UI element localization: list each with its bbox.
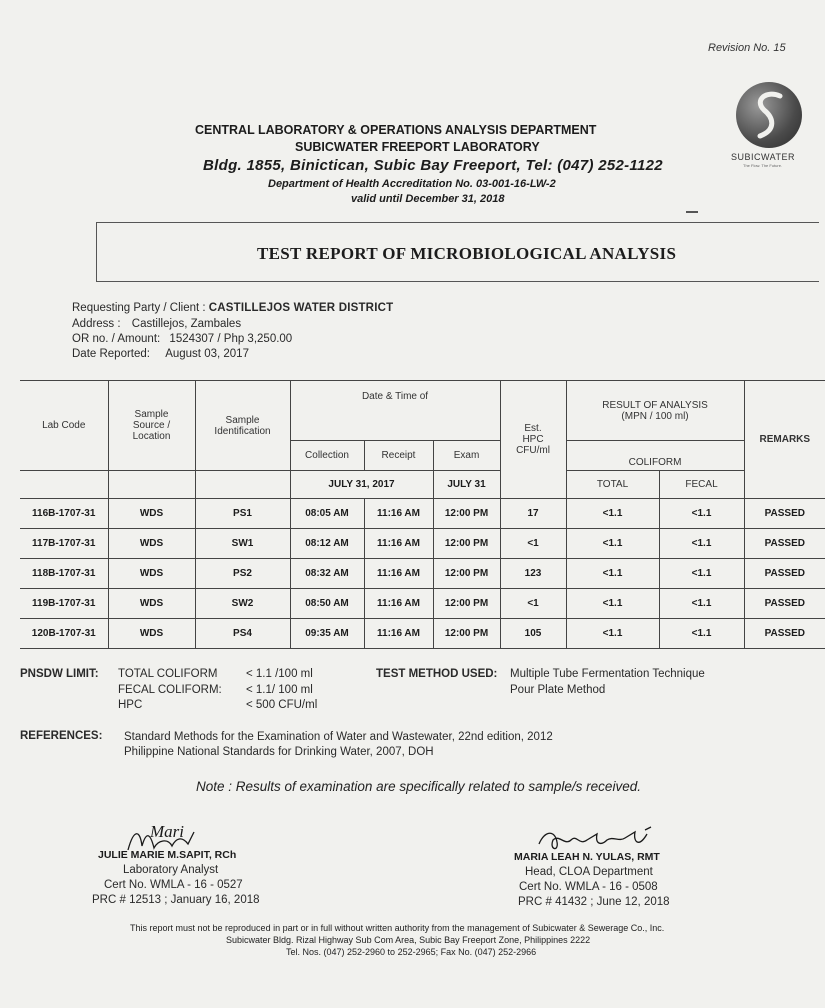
- header-total: TOTAL: [566, 471, 659, 499]
- results-table: [20, 380, 825, 649]
- cell-total-coliform: <1.1: [566, 559, 659, 589]
- header-coliform: COLIFORM: [566, 441, 744, 471]
- cell-lab-code: 118B-1707-31: [20, 559, 108, 589]
- address-row: [72, 318, 241, 330]
- report-title: TEST REPORT OF MICROBIOLOGICAL ANALYSIS: [257, 244, 677, 263]
- right-signatory-prc: PRC # 41432 ; June 12, 2018: [518, 896, 670, 908]
- right-signatory-cert: Cert No. WMLA - 16 - 0508: [519, 881, 658, 893]
- stray-mark: [686, 211, 698, 213]
- total-coliform-limit: < 1.1 /100 ml: [246, 668, 313, 680]
- cell-lab-code: 119B-1707-31: [20, 589, 108, 619]
- cell-lab-code: 120B-1707-31: [20, 619, 108, 649]
- cell-source: WDS: [108, 499, 195, 529]
- cell-collection: 08:05 AM: [290, 499, 364, 529]
- client-row: [72, 302, 393, 314]
- header-lab-code: Lab Code: [20, 381, 108, 471]
- cell-exam: 12:00 PM: [433, 589, 500, 619]
- table-row: [20, 499, 825, 529]
- note-text: Note : Results of examination are specifically related to sample/s received.: [196, 779, 641, 794]
- cell-source: WDS: [108, 559, 195, 589]
- left-signatory-cert: Cert No. WMLA - 16 - 0527: [104, 879, 243, 891]
- cell-fecal-coliform: <1.1: [659, 499, 744, 529]
- or-row: [72, 333, 292, 345]
- left-signatory-prc: PRC # 12513 ; January 16, 2018: [92, 894, 260, 906]
- cell-source: WDS: [108, 619, 195, 649]
- cell-hpc: <1: [500, 589, 566, 619]
- right-signatory-name: MARIA LEAH N. YULAS, RMT: [514, 851, 660, 863]
- cell-exam: 12:00 PM: [433, 529, 500, 559]
- reference-1: Standard Methods for the Examination of Water and Wastewater, 22nd edition, 2012: [124, 731, 553, 743]
- cell-exam: 12:00 PM: [433, 619, 500, 649]
- cell-hpc: 105: [500, 619, 566, 649]
- date-reported-value: August 03, 2017: [165, 348, 249, 360]
- table-row: [20, 529, 825, 559]
- cell-remarks: PASSED: [744, 619, 825, 649]
- reference-2: Philippine National Standards for Drinking Water, 2007, DOH: [124, 746, 434, 758]
- cell-collection: 08:12 AM: [290, 529, 364, 559]
- cell-remarks: PASSED: [744, 559, 825, 589]
- laboratory-name: SUBICWATER FREEPORT LABORATORY: [295, 140, 540, 154]
- revision-number: Revision No. 15: [708, 42, 786, 54]
- references-label: REFERENCES:: [20, 730, 103, 742]
- header-sample-source: Sample Source / Location: [108, 381, 195, 471]
- cell-fecal-coliform: <1.1: [659, 559, 744, 589]
- date-reported-label: Date Reported:: [72, 348, 150, 360]
- cell-collection: 08:50 AM: [290, 589, 364, 619]
- cell-receipt: 11:16 AM: [364, 619, 433, 649]
- cell-fecal-coliform: <1.1: [659, 529, 744, 559]
- address-label: Address :: [72, 318, 121, 330]
- cell-collection: 08:32 AM: [290, 559, 364, 589]
- left-signatory-title: Laboratory Analyst: [123, 864, 219, 876]
- cell-identification: SW2: [195, 589, 290, 619]
- header-est-hpc: Est. HPC CFU/ml: [500, 381, 566, 499]
- header-sample-identification: Sample Identification: [195, 381, 290, 471]
- fecal-coliform-limit: < 1.1/ 100 ml: [246, 684, 313, 696]
- client-value: CASTILLEJOS WATER DISTRICT: [208, 302, 394, 314]
- right-signatory-title: Head, CLOA Department: [525, 866, 653, 878]
- date-exam: JULY 31: [433, 471, 500, 499]
- cell-hpc: <1: [500, 529, 566, 559]
- header-date-time: Date & Time of: [290, 381, 500, 441]
- cell-exam: 12:00 PM: [433, 499, 500, 529]
- laboratory-address: Bldg. 1855, Binictican, Subic Bay Freeport, Tel: (047) 252-1122: [203, 157, 663, 174]
- cell-identification: SW1: [195, 529, 290, 559]
- table-row: [20, 619, 825, 649]
- header-fecal: FECAL: [659, 471, 744, 499]
- cell-total-coliform: <1.1: [566, 619, 659, 649]
- header-result-of-analysis: RESULT OF ANALYSIS (MPN / 100 ml): [566, 381, 744, 441]
- header-collection: Collection: [290, 441, 364, 471]
- cell-lab-code: 116B-1707-31: [20, 499, 108, 529]
- address-value: Castillejos, Zambales: [131, 318, 242, 330]
- cell-source: WDS: [108, 589, 195, 619]
- cell-identification: PS4: [195, 619, 290, 649]
- accreditation-number: Department of Health Accreditation No. 03-001-16-LW-2: [268, 178, 556, 190]
- logo-tagline: The Flow. The Future.: [743, 163, 783, 168]
- cell-fecal-coliform: <1.1: [659, 619, 744, 649]
- logo-text: SUBICWATER: [731, 152, 796, 162]
- left-signatory-name: JULIE MARIE M.SAPIT, RCh: [98, 849, 237, 861]
- cell-hpc: 123: [500, 559, 566, 589]
- fecal-coliform-label: FECAL COLIFORM:: [118, 684, 222, 696]
- department-name: CENTRAL LABORATORY & OPERATIONS ANALYSIS DEPARTMENT: [195, 123, 597, 137]
- test-method-2: Pour Plate Method: [510, 684, 606, 696]
- cell-remarks: PASSED: [744, 499, 825, 529]
- cell-total-coliform: <1.1: [566, 499, 659, 529]
- or-label: OR no. / Amount:: [72, 333, 161, 345]
- cell-identification: PS1: [195, 499, 290, 529]
- cell-collection: 09:35 AM: [290, 619, 364, 649]
- cell-lab-code: 117B-1707-31: [20, 529, 108, 559]
- cell-remarks: PASSED: [744, 589, 825, 619]
- cell-hpc: 17: [500, 499, 566, 529]
- cell-identification: PS2: [195, 559, 290, 589]
- cell-receipt: 11:16 AM: [364, 499, 433, 529]
- hpc-label: HPC: [118, 699, 143, 711]
- cell-receipt: 11:16 AM: [364, 559, 433, 589]
- cell-total-coliform: <1.1: [566, 589, 659, 619]
- footer-disclaimer: This report must not be reproduced in part or in full without written authority from the management of Subicwater & Sewerage Co., Inc.: [130, 923, 665, 933]
- or-value: 1524307 / Php 3,250.00: [169, 333, 293, 345]
- header-receipt: Receipt: [364, 441, 433, 471]
- pnsdw-limit-label: PNSDW LIMIT:: [20, 668, 99, 680]
- accreditation-validity: valid until December 31, 2018: [351, 193, 505, 205]
- subicwater-logo-icon: [736, 82, 802, 148]
- hpc-limit: < 500 CFU/ml: [246, 699, 318, 711]
- date-collection-receipt: JULY 31, 2017: [290, 471, 433, 499]
- cell-receipt: 11:16 AM: [364, 589, 433, 619]
- test-method-1: Multiple Tube Fermentation Technique: [510, 668, 705, 680]
- total-coliform-label: TOTAL COLIFORM: [118, 668, 218, 680]
- table-row: [20, 559, 825, 589]
- cell-remarks: PASSED: [744, 529, 825, 559]
- table-row: [20, 589, 825, 619]
- header-exam: Exam: [433, 441, 500, 471]
- cell-source: WDS: [108, 529, 195, 559]
- footer-contact: Tel. Nos. (047) 252-2960 to 252-2965; Fax No. (047) 252-2966: [286, 947, 537, 957]
- test-method-label: TEST METHOD USED:: [376, 668, 498, 680]
- date-reported-row: [72, 348, 249, 360]
- cell-fecal-coliform: <1.1: [659, 589, 744, 619]
- cell-receipt: 11:16 AM: [364, 529, 433, 559]
- footer-address: Subicwater Bldg. Rizal Highway Sub Com Area, Subic Bay Freeport Zone, Philippines 2222: [226, 935, 591, 945]
- cell-exam: 12:00 PM: [433, 559, 500, 589]
- header-remarks: REMARKS: [744, 381, 825, 499]
- client-label: Requesting Party / Client :: [72, 302, 206, 314]
- signature-left: Mari: [150, 822, 184, 841]
- cell-total-coliform: <1.1: [566, 529, 659, 559]
